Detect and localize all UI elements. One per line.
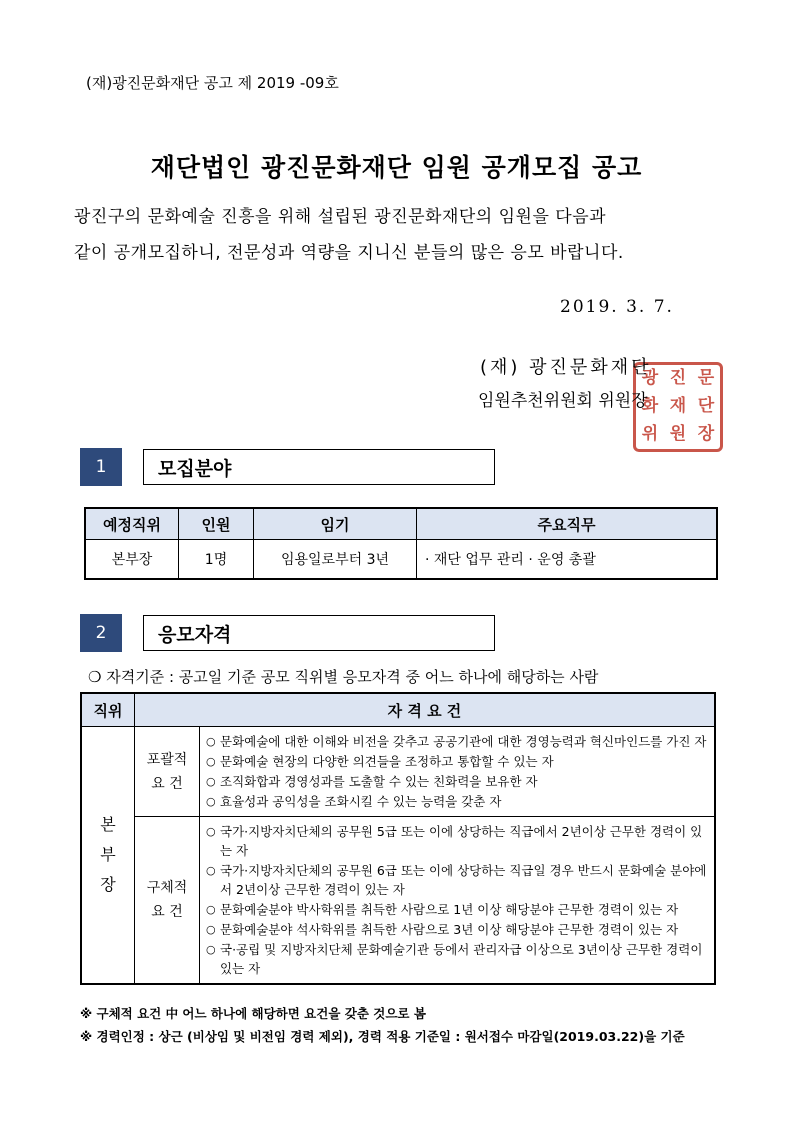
criteria-statement: ❍ 자격기준 : 공고일 기준 공모 직위별 응모자격 중 어느 하나에 해당하는 사람 bbox=[88, 668, 599, 686]
circle-bullet-icon: ○ bbox=[206, 795, 216, 808]
table-header: 임기 bbox=[254, 508, 417, 540]
seal-char: 광 bbox=[641, 368, 659, 388]
list-item bbox=[206, 900, 708, 919]
seal-char: 위 bbox=[641, 424, 659, 444]
footnote-1: ※ 구체적 요건 中 어느 하나에 해당하면 요건을 갖춘 것으로 봄 bbox=[80, 1006, 426, 1021]
list-item bbox=[206, 822, 708, 860]
table-cell: 임용일로부터 3년 bbox=[254, 540, 417, 580]
list-item bbox=[206, 752, 708, 771]
notice-number: (재)광진문화재단 공고 제 2019 -09호 bbox=[86, 74, 339, 92]
table-row bbox=[81, 727, 715, 817]
section-2-number: 2 bbox=[80, 614, 122, 652]
signer-title: 임원추천위원회 위원장 bbox=[478, 391, 648, 411]
circle-bullet-icon: ○ bbox=[206, 775, 216, 788]
seal-char: 원 bbox=[669, 424, 687, 444]
qualification-table bbox=[80, 692, 716, 985]
circle-bullet-icon: ○ bbox=[206, 864, 216, 877]
page-title: 재단법인 광진문화재단 임원 공개모집 공고 bbox=[150, 153, 643, 182]
circle-bullet-icon: ○ bbox=[206, 943, 216, 956]
intro-line-2: 같이 공개모집하니, 전문성과 역량을 지니신 분들의 많은 응모 바랍니다. bbox=[74, 243, 624, 263]
table-header: 인원 bbox=[179, 508, 254, 540]
footnote-2: ※ 경력인정 : 상근 (비상임 및 비전임 경력 제외), 경력 적용 기준일 : 원서접수 마감일(2019.03.22)을 기준 bbox=[80, 1029, 685, 1044]
requirement-text: 문화예술분야 석사학위를 취득한 사람으로 3년 이상 해당분야 근무한 경력이 있는 자 bbox=[220, 922, 679, 937]
table-row bbox=[85, 540, 717, 580]
table-row bbox=[81, 817, 715, 985]
seal-char: 장 bbox=[697, 424, 715, 444]
circle-bullet-icon: ○ bbox=[206, 825, 216, 838]
requirement-text: 조직화합과 경영성과를 도출할 수 있는 친화력을 보유한 자 bbox=[220, 774, 538, 789]
intro-line-1: 광진구의 문화예술 진흥을 위해 설립된 광진문화재단의 임원을 다음과 bbox=[74, 207, 607, 227]
circle-bullet-icon: ○ bbox=[206, 735, 216, 748]
table-cell: · 재단 업무 관리 · 운영 총괄 bbox=[417, 540, 718, 580]
circle-bullet-icon: ○ bbox=[206, 755, 216, 768]
requirement-text: 국가·지방자치단체의 공무원 6급 또는 이에 상당하는 직급일 경우 반드시 문화예술 분야에서 2년이상 근무한 경력이 있는 자 bbox=[220, 863, 707, 897]
specific-requirements-list bbox=[200, 817, 716, 985]
specific-requirements-label: 구체적 요 건 bbox=[135, 817, 200, 985]
section-1-title: 모집분야 bbox=[143, 449, 495, 485]
seal-char: 단 bbox=[697, 396, 715, 416]
table-cell: 1명 bbox=[179, 540, 254, 580]
recruitment-table bbox=[84, 507, 718, 580]
seal-char: 진 bbox=[669, 368, 687, 388]
seal-char: 문 bbox=[697, 368, 715, 388]
requirement-text: 효율성과 공익성을 조화시킬 수 있는 능력을 갖춘 자 bbox=[220, 794, 502, 809]
table-cell: 본부장 bbox=[85, 540, 179, 580]
general-requirements-label: 포괄적 요 건 bbox=[135, 727, 200, 817]
seal-char: 재 bbox=[669, 396, 687, 416]
requirement-text: 문화예술분야 박사학위를 취득한 사람으로 1년 이상 해당분야 근무한 경력이 있는 자 bbox=[220, 902, 679, 917]
circle-bullet-icon: ○ bbox=[206, 903, 216, 916]
general-requirements-list bbox=[200, 727, 716, 817]
table-header: 자 격 요 건 bbox=[135, 693, 716, 727]
table-header: 주요직무 bbox=[417, 508, 718, 540]
requirement-text: 국가·지방자치단체의 공무원 5급 또는 이에 상당하는 직급에서 2년이상 근무한 경력이 있는 자 bbox=[220, 824, 703, 858]
list-item bbox=[206, 920, 708, 939]
notice-date: 2019. 3. 7. bbox=[560, 297, 674, 317]
list-item bbox=[206, 861, 708, 899]
list-item bbox=[206, 940, 708, 978]
requirement-text: 국·공립 및 지방자치단체 문화예술기관 등에서 관리자급 이상으로 3년이상 근무한 경력이 있는 자 bbox=[220, 942, 703, 976]
signer-org: (재) 광진문화재단 bbox=[480, 357, 652, 378]
list-item bbox=[206, 732, 708, 751]
requirement-text: 문화예술에 대한 이해와 비전을 갖추고 공공기관에 대한 경영능력과 혁신마인드를 가진 자 bbox=[220, 734, 707, 749]
requirement-text: 문화예술 현장의 다양한 의견들을 조정하고 통합할 수 있는 자 bbox=[220, 754, 554, 769]
table-header: 예정직위 bbox=[85, 508, 179, 540]
position-cell: 본 부 장 bbox=[81, 727, 135, 985]
table-header: 직위 bbox=[81, 693, 135, 727]
circle-bullet-icon: ○ bbox=[206, 923, 216, 936]
seal-char: 화 bbox=[641, 396, 659, 416]
section-1-number: 1 bbox=[80, 448, 122, 486]
section-2-title: 응모자격 bbox=[143, 615, 495, 651]
list-item bbox=[206, 772, 708, 791]
list-item bbox=[206, 792, 708, 811]
